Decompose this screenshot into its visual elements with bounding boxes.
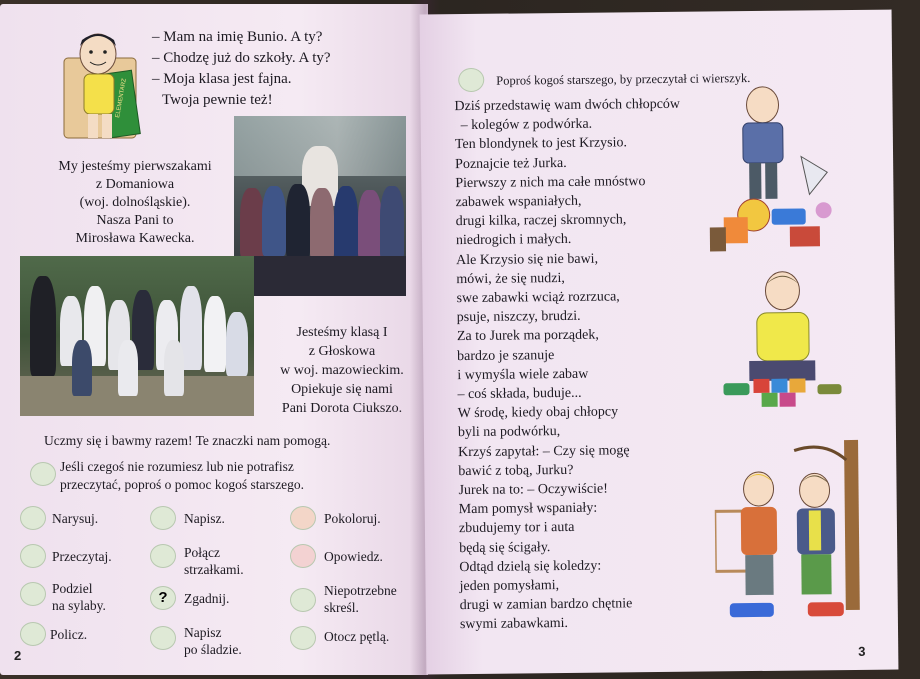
header-note: Poproś kogoś starszego, by przeczytał ci wierszyk. — [496, 71, 751, 88]
legend-label: Przeczytaj. — [52, 549, 112, 564]
poem-line: swe zabawki wciąż rozrzuca, — [456, 289, 620, 307]
class2-caption-line: Pani Dorota Ciukszo. — [281, 401, 403, 416]
legend-label: Niepotrzebne skreśl. — [324, 583, 397, 615]
class2-caption-line: w woj. mazowieckim. — [280, 363, 404, 378]
legend-label: Pokoloruj. — [324, 511, 381, 526]
right-page — [420, 10, 899, 675]
intro-line: – Moja klasa jest fajna. — [152, 71, 292, 87]
legend-label: Zgadnij. — [184, 591, 230, 606]
legend-label: Napisz. — [184, 511, 225, 526]
help-note-line: przeczytać, poproś o pomoc kogoś starszego. — [60, 477, 305, 492]
poem-line: drugi kilka, raczej skromnych, — [455, 212, 627, 230]
eye-icon — [20, 544, 46, 568]
arrows-connect-icon — [150, 544, 176, 568]
pen-writing-icon — [150, 506, 176, 530]
svg-text:ELEMENTARZ: ELEMENTARZ — [115, 78, 128, 119]
class2-caption-line: Jesteśmy klasą I — [296, 325, 388, 340]
poem-line: Jurek na to: – Oczywiście! — [458, 481, 608, 499]
poem-line: byli na podwórku, — [457, 424, 561, 441]
poem-line: i wymyśla wiele zabaw — [457, 366, 589, 383]
legend-label: Policz. — [50, 627, 88, 642]
poem-line: Za to Jurek ma porządek, — [456, 328, 599, 345]
class1-caption-line: z Domaniowa — [95, 177, 175, 192]
class-photo-gloskow — [20, 256, 254, 416]
intro-line: Twoja pewnie też! — [162, 92, 273, 108]
jurek-building-illustration — [716, 268, 848, 417]
poem-line: jeden pomysłami, — [459, 578, 560, 595]
counting-icon — [20, 622, 46, 646]
intro-line: – Chodzę już do szkoły. A ty? — [152, 50, 331, 66]
legend-label: Opowiedz. — [324, 549, 383, 564]
legend-label: Połącz strzałkami. — [184, 545, 244, 577]
page-number-right: 3 — [858, 643, 866, 659]
poem-line: Pierwszy z nich ma całe mnóstwo — [455, 173, 646, 191]
help-hand-icon — [30, 462, 56, 486]
bunio-mascot-illustration — [58, 28, 148, 144]
help-note-line: Jeśli czegoś nie rozumiesz lub nie potrafisz — [60, 459, 294, 474]
crayons-icon — [290, 506, 316, 530]
poem-line: bawić z tobą, Jurku? — [458, 462, 574, 479]
class1-caption-line: (woj. dolnośląskie). — [79, 195, 191, 210]
question-mark-icon: ? — [150, 586, 176, 610]
class1-caption-line: Mirosława Kawecka. — [75, 231, 195, 246]
poem-line: Dziś przedstawię wam dwóch chłopców — [454, 96, 681, 115]
legend-label: Otocz pętlą. — [324, 629, 390, 644]
poem-line: zbudujemy tor i auta — [458, 520, 575, 537]
poem-line: Krzyś zapytał: – Czy się mogę — [458, 442, 630, 460]
class1-caption-line: My jesteśmy pierwszakami — [58, 159, 212, 174]
pencil-drawing-icon — [20, 506, 46, 530]
poem-line: Ten blondynek to jest Krzysio. — [454, 135, 628, 153]
legend-label: Podziel na sylaby. — [52, 581, 106, 613]
loop-icon — [290, 626, 316, 650]
poem-line: bardzo je szanuje — [457, 347, 555, 364]
poem-line: W środę, kiedy obaj chłopcy — [457, 404, 619, 422]
mouth-icon — [290, 544, 316, 568]
krzysio-toys-illustration — [704, 76, 846, 263]
help-hand-icon — [458, 68, 484, 92]
poem-line: zabawek wspaniałych, — [455, 193, 582, 211]
poem-line: Poznajcie też Jurka. — [455, 155, 567, 172]
legend-label: Narysuj. — [52, 511, 99, 526]
poem-line: Mam pomysł wspaniały: — [458, 500, 598, 518]
poem-line: mówi, że się nudzi, — [456, 270, 565, 287]
intro-line: – Mam na imię Bunio. A ty? — [152, 29, 323, 45]
poem-line: Ale Krzysio się nie bawi, — [456, 251, 599, 268]
poem-line: – kolegów z podwórka. — [460, 116, 593, 134]
syllables-icon — [20, 582, 46, 606]
class-photo-domaniow — [234, 116, 406, 296]
two-boys-cars-illustration — [714, 430, 876, 622]
legend-label: Napisz po śladzie. — [184, 625, 242, 657]
page-number-left: 2 — [14, 648, 22, 663]
left-page — [0, 4, 428, 675]
class2-caption-line: Opiekuje się nami — [291, 382, 393, 397]
class2-caption-line: z Głoskowa — [308, 344, 376, 359]
poem-line: swymi zabawkami. — [459, 616, 569, 633]
poem-line: psuje, niszczy, brudzi. — [456, 309, 581, 326]
class1-caption-line: Nasza Pani to — [96, 213, 174, 228]
trace-icon — [150, 626, 176, 650]
poem-line: drugi w zamian bardzo chętnie — [459, 596, 633, 614]
poem-line: Odtąd dzielą się koledzy: — [459, 558, 602, 575]
poem-line: będą się ścigały. — [459, 539, 551, 556]
poem-line: – coś składa, buduje... — [457, 385, 582, 403]
instructions-heading: Uczmy się i bawmy razem! Te znaczki nam pomogą. — [44, 433, 331, 448]
cross-out-icon — [290, 588, 316, 612]
poem-line: niedrogich i małych. — [455, 232, 572, 249]
